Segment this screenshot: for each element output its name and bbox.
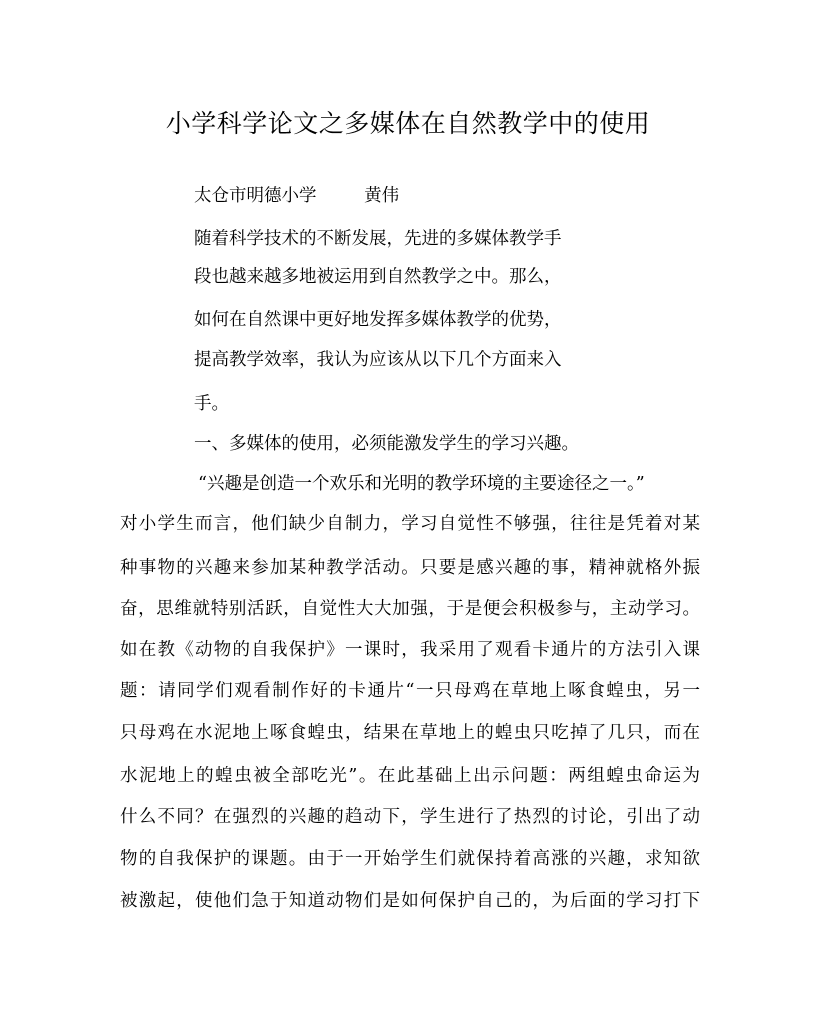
intro-line: 提高教学效率，我认为应该从以下几个方面来入: [194, 350, 562, 370]
section-heading: 一、多媒体的使用，必须能激发学生的学习兴趣。: [194, 434, 579, 454]
body-line: 物的自我保护的课题。由于一开始学生们就保持着高涨的兴趣，求知欲: [120, 849, 700, 869]
body-line: 奋，思维就特别活跃，自觉性大大加强，于是便会积极参与，主动学习。: [120, 599, 700, 619]
intro-line: 随着科学技术的不断发展，先进的多媒体教学手: [194, 229, 562, 249]
author-school: 太仓市明德小学: [194, 186, 317, 206]
body-line: “兴趣是创造一个欢乐和光明的教学环境的主要途径之一。”: [198, 474, 645, 494]
intro-line: 手。: [194, 394, 229, 414]
document-title: 小学科学论文之多媒体在自然教学中的使用: [165, 109, 651, 138]
author-name: 黄伟: [364, 186, 400, 206]
body-line: 水泥地上的蝗虫被全部吃光”。在此基础上出示问题：两组蝗虫命运为: [120, 766, 700, 786]
intro-line: 段也越来越多地被运用到自然教学之中。那么，: [194, 267, 562, 287]
author-line: [194, 184, 399, 208]
body-line: 对小学生而言，他们缺少自制力，学习自觉性不够强，往往是凭着对某: [120, 514, 700, 534]
body-line: 如在教《动物的自我保护》一课时，我采用了观看卡通片的方法引入课: [120, 640, 700, 660]
intro-line: 如何在自然课中更好地发挥多媒体教学的优势，: [194, 310, 562, 330]
body-line: 种事物的兴趣来参加某种教学活动。只要是感兴趣的事，精神就格外振: [120, 558, 700, 578]
body-line: 题：请同学们观看制作好的卡通片“一只母鸡在草地上啄食蝗虫，另一: [120, 681, 700, 701]
body-line: 只母鸡在水泥地上啄食蝗虫，结果在草地上的蝗虫只吃掉了几只，而在: [120, 723, 700, 743]
body-line: 被激起，使他们急于知道动物们是如何保护自己的，为后面的学习打下: [120, 891, 700, 911]
body-line: 什么不同？在强烈的兴趣的趋动下，学生进行了热烈的讨论，引出了动: [120, 807, 700, 827]
